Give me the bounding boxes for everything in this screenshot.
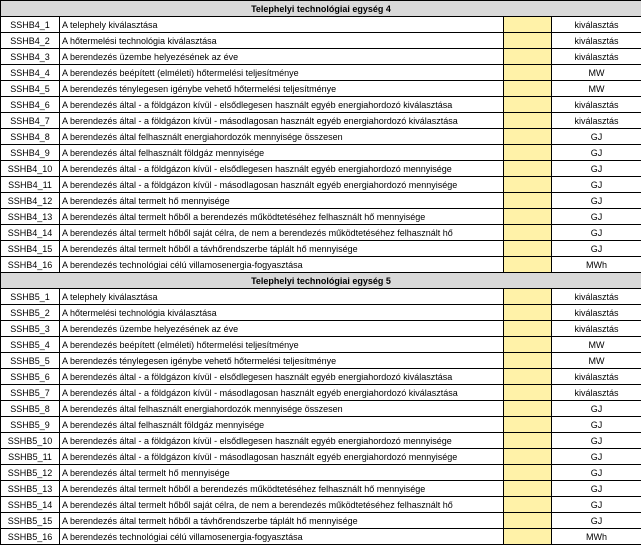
row-code-cell: SSHB4_4 <box>1 65 60 81</box>
row-description-cell: A berendezés által termelt hőből a távhőrendszerbe táplált hő mennyisége <box>60 513 504 529</box>
table-row <box>1 145 641 161</box>
row-unit-cell: GJ <box>552 513 641 529</box>
section-title: Telephelyi technológiai egység 4 <box>1 1 641 17</box>
table-row <box>1 305 641 321</box>
row-description-cell: A hőtermelési technológia kiválasztása <box>60 33 504 49</box>
row-code-cell: SSHB5_9 <box>1 417 60 433</box>
row-code-cell: SSHB5_12 <box>1 465 60 481</box>
row-description-cell: A berendezés által termelt hő mennyisége <box>60 193 504 209</box>
row-code-cell: SSHB4_7 <box>1 113 60 129</box>
row-code-cell: SSHB5_8 <box>1 401 60 417</box>
row-code-cell: SSHB4_8 <box>1 129 60 145</box>
table-row <box>1 369 641 385</box>
row-unit-cell: kiválasztás <box>552 49 641 65</box>
row-input-cell[interactable] <box>504 33 552 49</box>
row-code-cell: SSHB5_3 <box>1 321 60 337</box>
row-description-cell: A berendezés által felhasznált földgáz mennyisége <box>60 145 504 161</box>
row-input-cell[interactable] <box>504 401 552 417</box>
row-code-cell: SSHB4_6 <box>1 97 60 113</box>
row-unit-cell: kiválasztás <box>552 305 641 321</box>
row-input-cell[interactable] <box>504 257 552 273</box>
row-input-cell[interactable] <box>504 49 552 65</box>
row-code-cell: SSHB5_13 <box>1 481 60 497</box>
row-unit-cell: kiválasztás <box>552 321 641 337</box>
row-description-cell: A berendezés által - a földgázon kívül - elsődlegesen használt egyéb energiahordozó mennyisége <box>60 433 504 449</box>
row-unit-cell: kiválasztás <box>552 33 641 49</box>
section-header-row <box>1 1 641 17</box>
table-row <box>1 97 641 113</box>
row-description-cell: A berendezés üzembe helyezésének az éve <box>60 321 504 337</box>
table-row <box>1 65 641 81</box>
row-unit-cell: GJ <box>552 417 641 433</box>
row-unit-cell: GJ <box>552 145 641 161</box>
table-row <box>1 17 641 33</box>
row-unit-cell: kiválasztás <box>552 385 641 401</box>
row-description-cell: A telephely kiválasztása <box>60 289 504 305</box>
row-code-cell: SSHB5_7 <box>1 385 60 401</box>
row-code-cell: SSHB4_14 <box>1 225 60 241</box>
row-unit-cell: kiválasztás <box>552 113 641 129</box>
row-code-cell: SSHB4_9 <box>1 145 60 161</box>
row-unit-cell: kiválasztás <box>552 97 641 113</box>
section-title: Telephelyi technológiai egység 5 <box>1 273 641 289</box>
row-code-cell: SSHB5_16 <box>1 529 60 545</box>
row-description-cell: A hőtermelési technológia kiválasztása <box>60 305 504 321</box>
row-description-cell: A berendezés beépített (elméleti) hőtermelési teljesítménye <box>60 337 504 353</box>
row-unit-cell: kiválasztás <box>552 369 641 385</box>
row-unit-cell: GJ <box>552 177 641 193</box>
row-input-cell[interactable] <box>504 289 552 305</box>
row-unit-cell: GJ <box>552 401 641 417</box>
row-unit-cell: GJ <box>552 481 641 497</box>
row-description-cell: A berendezés által termelt hőből saját célra, de nem a berendezés működtetéséhez felhasznált hő <box>60 225 504 241</box>
row-unit-cell: MW <box>552 337 641 353</box>
row-unit-cell: GJ <box>552 465 641 481</box>
table-row <box>1 161 641 177</box>
table-row <box>1 113 641 129</box>
table-row <box>1 241 641 257</box>
row-unit-cell: GJ <box>552 497 641 513</box>
row-input-cell[interactable] <box>504 321 552 337</box>
row-input-cell[interactable] <box>504 337 552 353</box>
table-row <box>1 193 641 209</box>
row-input-cell[interactable] <box>504 65 552 81</box>
table-row <box>1 497 641 513</box>
row-description-cell: A berendezés által termelt hőből a berendezés működtetéséhez felhasznált hő mennyisége <box>60 481 504 497</box>
table-row <box>1 225 641 241</box>
row-input-cell[interactable] <box>504 113 552 129</box>
row-code-cell: SSHB4_13 <box>1 209 60 225</box>
row-unit-cell: GJ <box>552 433 641 449</box>
row-input-cell[interactable] <box>504 161 552 177</box>
row-code-cell: SSHB4_2 <box>1 33 60 49</box>
row-description-cell: A berendezés által termelt hő mennyisége <box>60 465 504 481</box>
row-code-cell: SSHB5_6 <box>1 369 60 385</box>
row-code-cell: SSHB4_3 <box>1 49 60 65</box>
row-description-cell: A berendezés üzembe helyezésének az éve <box>60 49 504 65</box>
table-row <box>1 81 641 97</box>
row-unit-cell: MWh <box>552 529 641 545</box>
row-description-cell: A berendezés által felhasznált földgáz mennyisége <box>60 417 504 433</box>
table-row <box>1 321 641 337</box>
row-description-cell: A berendezés által termelt hőből saját célra, de nem a berendezés működtetéséhez felhasznált hő <box>60 497 504 513</box>
table-row <box>1 529 641 545</box>
row-description-cell: A berendezés által termelt hőből a távhőrendszerbe táplált hő mennyisége <box>60 241 504 257</box>
row-code-cell: SSHB4_10 <box>1 161 60 177</box>
row-code-cell: SSHB4_11 <box>1 177 60 193</box>
row-unit-cell: kiválasztás <box>552 289 641 305</box>
table-row <box>1 433 641 449</box>
row-code-cell: SSHB5_5 <box>1 353 60 369</box>
row-input-cell[interactable] <box>504 369 552 385</box>
row-input-cell[interactable] <box>504 129 552 145</box>
row-input-cell[interactable] <box>504 417 552 433</box>
row-unit-cell: GJ <box>552 129 641 145</box>
row-code-cell: SSHB5_4 <box>1 337 60 353</box>
row-unit-cell: MWh <box>552 257 641 273</box>
row-input-cell[interactable] <box>504 81 552 97</box>
row-description-cell: A berendezés által - a földgázon kívül - elsődlegesen használt egyéb energiahordozó kiválasztása <box>60 369 504 385</box>
table-row <box>1 481 641 497</box>
table-row <box>1 465 641 481</box>
table-row <box>1 33 641 49</box>
table-row <box>1 129 641 145</box>
row-description-cell: A berendezés által - a földgázon kívül - másodlagosan használt egyéb energiahordozó mennyisége <box>60 449 504 465</box>
row-input-cell[interactable] <box>504 385 552 401</box>
table-row <box>1 417 641 433</box>
spreadsheet-body <box>1 1 641 545</box>
row-description-cell: A berendezés által - a földgázon kívül - másodlagosan használt egyéb energiahordozó mennyisége <box>60 177 504 193</box>
row-description-cell: A berendezés által - a földgázon kívül - elsődlegesen használt egyéb energiahordozó kiválasztása <box>60 97 504 113</box>
row-description-cell: A berendezés beépített (elméleti) hőtermelési teljesítménye <box>60 65 504 81</box>
table-row <box>1 337 641 353</box>
row-description-cell: A berendezés technológiai célú villamosenergia-fogyasztása <box>60 257 504 273</box>
row-code-cell: SSHB4_5 <box>1 81 60 97</box>
row-code-cell: SSHB4_15 <box>1 241 60 257</box>
row-input-cell[interactable] <box>504 193 552 209</box>
row-description-cell: A berendezés által - a földgázon kívül - másodlagosan használt egyéb energiahordozó kiválasztása <box>60 113 504 129</box>
row-code-cell: SSHB5_14 <box>1 497 60 513</box>
row-description-cell: A berendezés ténylegesen igénybe vehető hőtermelési teljesítménye <box>60 81 504 97</box>
table-row <box>1 209 641 225</box>
row-input-cell[interactable] <box>504 17 552 33</box>
row-code-cell: SSHB4_1 <box>1 17 60 33</box>
table-row <box>1 385 641 401</box>
row-input-cell[interactable] <box>504 353 552 369</box>
row-unit-cell: GJ <box>552 449 641 465</box>
row-description-cell: A berendezés által termelt hőből a berendezés működtetéséhez felhasznált hő mennyisége <box>60 209 504 225</box>
row-input-cell[interactable] <box>504 209 552 225</box>
row-description-cell: A berendezés által - a földgázon kívül - másodlagosan használt egyéb energiahordozó kiválasztása <box>60 385 504 401</box>
row-unit-cell: GJ <box>552 241 641 257</box>
row-input-cell[interactable] <box>504 305 552 321</box>
table-row <box>1 49 641 65</box>
row-code-cell: SSHB5_1 <box>1 289 60 305</box>
row-code-cell: SSHB4_16 <box>1 257 60 273</box>
row-code-cell: SSHB5_2 <box>1 305 60 321</box>
table-row <box>1 289 641 305</box>
row-unit-cell: MW <box>552 81 641 97</box>
row-input-cell[interactable] <box>504 481 552 497</box>
row-input-cell[interactable] <box>504 145 552 161</box>
row-input-cell[interactable] <box>504 529 552 545</box>
row-input-cell[interactable] <box>504 177 552 193</box>
row-input-cell[interactable] <box>504 433 552 449</box>
section-header-row <box>1 273 641 289</box>
table-row <box>1 257 641 273</box>
row-code-cell: SSHB5_15 <box>1 513 60 529</box>
row-code-cell: SSHB5_11 <box>1 449 60 465</box>
row-input-cell[interactable] <box>504 513 552 529</box>
row-unit-cell: MW <box>552 353 641 369</box>
row-unit-cell: GJ <box>552 209 641 225</box>
row-input-cell[interactable] <box>504 97 552 113</box>
table-row <box>1 401 641 417</box>
row-input-cell[interactable] <box>504 225 552 241</box>
row-description-cell: A berendezés ténylegesen igénybe vehető hőtermelési teljesítménye <box>60 353 504 369</box>
row-input-cell[interactable] <box>504 497 552 513</box>
row-unit-cell: MW <box>552 65 641 81</box>
table-row <box>1 353 641 369</box>
row-unit-cell: kiválasztás <box>552 17 641 33</box>
row-input-cell[interactable] <box>504 241 552 257</box>
table-row <box>1 513 641 529</box>
row-unit-cell: GJ <box>552 225 641 241</box>
row-description-cell: A berendezés által - a földgázon kívül - elsődlegesen használt egyéb energiahordozó mennyisége <box>60 161 504 177</box>
row-code-cell: SSHB4_12 <box>1 193 60 209</box>
row-code-cell: SSHB5_10 <box>1 433 60 449</box>
row-description-cell: A berendezés által felhasznált energiahordozók mennyisége összesen <box>60 129 504 145</box>
row-input-cell[interactable] <box>504 465 552 481</box>
row-description-cell: A berendezés technológiai célú villamosenergia-fogyasztása <box>60 529 504 545</box>
row-description-cell: A berendezés által felhasznált energiahordozók mennyisége összesen <box>60 401 504 417</box>
row-unit-cell: GJ <box>552 161 641 177</box>
row-description-cell: A telephely kiválasztása <box>60 17 504 33</box>
table-row <box>1 177 641 193</box>
row-unit-cell: GJ <box>552 193 641 209</box>
